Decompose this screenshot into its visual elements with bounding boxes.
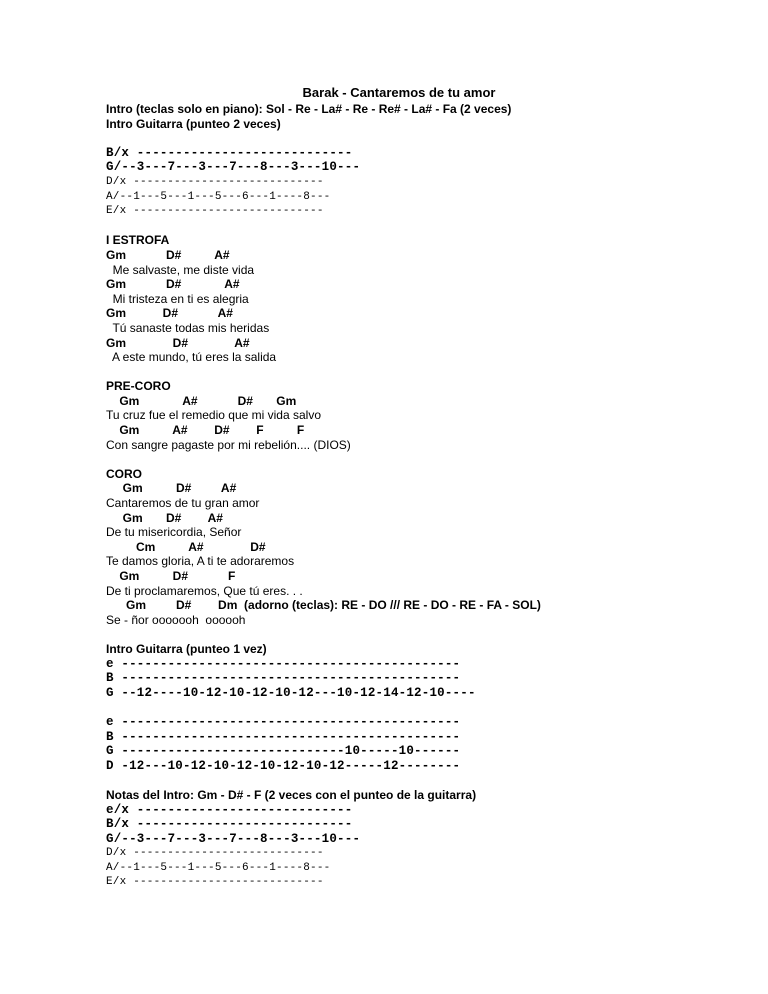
precoro-label: PRE-CORO bbox=[106, 379, 171, 394]
chord-line: Gm D# Dm (adorno (teclas): RE - DO /// RE - DO - RE - FA - SOL) bbox=[106, 598, 541, 613]
tab-block-1 bbox=[106, 146, 746, 219]
intro-guitar-label: Intro Guitarra (punteo 2 veces) bbox=[106, 116, 281, 131]
coro-section bbox=[106, 481, 746, 627]
chord-line: Gm D# A# bbox=[106, 481, 237, 496]
tab-line: E/x ---------------------------- bbox=[106, 205, 324, 218]
tab-line: B -------------------------------------------- bbox=[106, 729, 461, 744]
tab-line: e -------------------------------------------- bbox=[106, 714, 461, 729]
tab-block-4 bbox=[106, 803, 746, 891]
chord-line: Gm A# D# Gm bbox=[106, 393, 297, 408]
tab-line: G --12----10-12-10-12-10-12---10-12-14-12-10---- bbox=[106, 685, 476, 700]
chord-line: Gm A# D# F F bbox=[106, 423, 305, 438]
lyric-line: Cantaremos de tu gran amor bbox=[106, 496, 260, 511]
lyric-line: Tú sanaste todas mis heridas bbox=[106, 320, 270, 335]
precoro-section bbox=[106, 394, 746, 452]
chord-line: Gm D# F bbox=[106, 569, 236, 583]
tab-line: G/--3---7---3---7---8---3---10--- bbox=[106, 831, 361, 846]
intro-guitar-2-label: Intro Guitarra (punteo 1 vez) bbox=[106, 641, 267, 656]
tab-line: e -------------------------------------------- bbox=[106, 656, 461, 671]
tab-line: B/x ---------------------------- bbox=[106, 145, 353, 160]
tab-line: G -----------------------------10-----10------ bbox=[106, 744, 461, 759]
tab-line: D/x ---------------------------- bbox=[106, 175, 324, 188]
lyric-line: Me salvaste, me diste vida bbox=[106, 262, 255, 277]
lyric-line: A este mundo, tú eres la salida bbox=[106, 350, 277, 365]
lyric-line: De ti proclamaremos, Que tú eres. . . bbox=[106, 583, 303, 598]
tab-line: D/x ---------------------------- bbox=[106, 847, 324, 860]
tab-line: G/--3---7---3---7---8---3---10--- bbox=[106, 160, 361, 175]
song-body bbox=[106, 102, 746, 890]
lyric-line: Te damos gloria, A ti te adoraremos bbox=[106, 554, 295, 569]
estrofa-section bbox=[106, 248, 746, 365]
intro-keys-line: Intro (teclas solo en piano): Sol - Re - La# - Re - Re# - La# - Fa (2 veces) bbox=[106, 102, 512, 116]
tab-line: D -12---10-12-10-12-10-12-10-12-----12-------- bbox=[106, 758, 461, 773]
lyric-line: Tu cruz fue el remedio que mi vida salvo bbox=[106, 408, 321, 423]
tab-block-2 bbox=[106, 657, 746, 701]
tab-block-3 bbox=[106, 715, 746, 773]
chord-line: Gm D# A# bbox=[106, 277, 240, 292]
lyric-line: Con sangre pagaste por mi rebelión.... (DIOS) bbox=[106, 437, 351, 452]
notas-intro-label: Notas del Intro: Gm - D# - F (2 veces con el punteo de la guitarra) bbox=[106, 787, 477, 802]
chord-line: Gm D# A# bbox=[106, 247, 230, 262]
tab-line: E/x ---------------------------- bbox=[106, 876, 324, 889]
tab-line: A/--1---5---1---5---6---1----8--- bbox=[106, 861, 331, 874]
chord-line: Gm D# A# bbox=[106, 510, 223, 525]
coro-label: CORO bbox=[106, 466, 142, 481]
lyric-line: Mi tristeza en ti es alegria bbox=[106, 291, 249, 306]
lyric-line: Se - ñor ooooooh oooooh bbox=[106, 612, 246, 627]
tab-line: e/x ---------------------------- bbox=[106, 802, 353, 817]
chord-line: Cm A# D# bbox=[106, 539, 266, 554]
chord-line: Gm D# A# bbox=[106, 306, 233, 321]
tab-line: B/x ---------------------------- bbox=[106, 817, 353, 832]
estrofa-label: I ESTROFA bbox=[106, 233, 170, 248]
song-title: Barak - Cantaremos de tu amor bbox=[302, 85, 496, 100]
lyric-line: De tu misericordia, Señor bbox=[106, 525, 242, 540]
chord-line: Gm D# A# bbox=[106, 335, 250, 350]
tab-line: A/--1---5---1---5---6---1----8--- bbox=[106, 190, 331, 203]
tab-line: B -------------------------------------------- bbox=[106, 671, 461, 686]
